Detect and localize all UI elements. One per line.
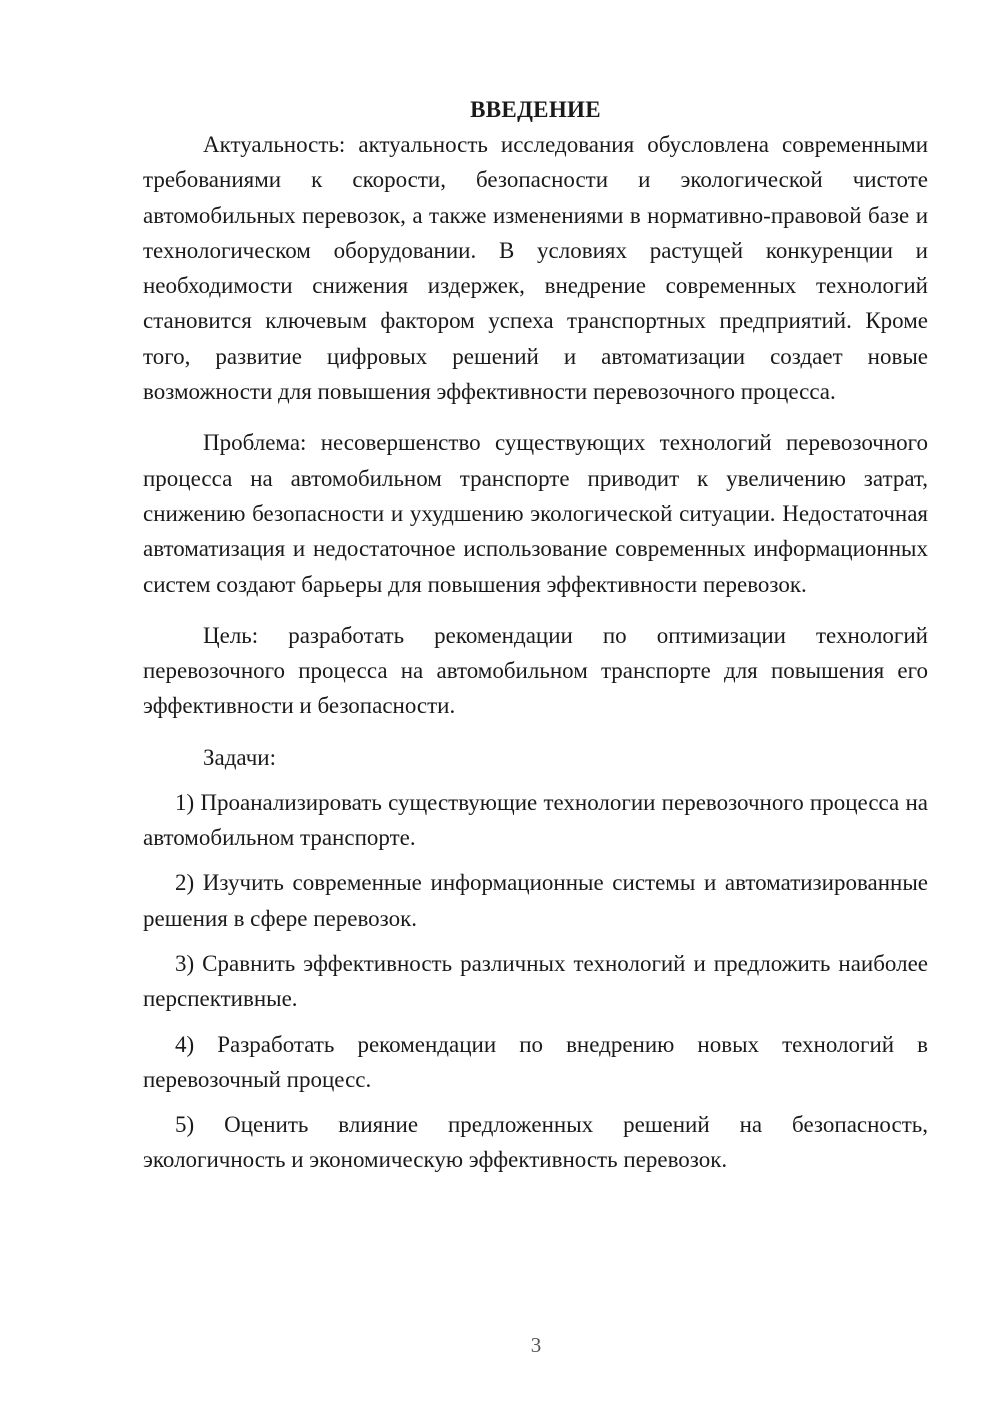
paragraph-relevance: Актуальность: актуальность исследования обусловлена современными требованиями к скорости, безопасности и экологической чистоте автомобильных перевозок, а также изменениями в нормативно-правовой базе и технологическом оборудовании. В условиях растущей конкуренции и необходимости снижения издержек, внедрение современных технологий становится ключевым фактором успеха транспортных предприятий. Кроме того, развитие цифровых решений и автоматизации создает новые возможности для повышения эффективности перевозочного процесса. (143, 132, 928, 405)
task-item: 2) Изучить современные информационные системы и автоматизированные решения в сфере перевозок. (143, 870, 928, 931)
page-number: 3 (530, 1333, 542, 1357)
paragraph-problem: Проблема: несовершенство существующих технологий перевозочного процесса на автомобильном транспорте приводит к увеличению затрат, снижению безопасности и ухудшению экологической ситуации. Недостаточная автоматизация и недостаточное использование современных информационных систем создают барьеры для повышения эффективности перевозок. (143, 430, 928, 597)
paragraph-goal: Цель: разработать рекомендации по оптимизации технологий перевозочного процесса на автомобильном транспорте для повышения его эффективности и безопасности. (143, 622, 928, 719)
task-item: 4) Разработать рекомендации по внедрению новых технологий в перевозочный процесс. (143, 1031, 928, 1092)
tasks-list (143, 785, 928, 1178)
task-item: 1) Проанализировать существующие технологии перевозочного процесса на автомобильном транспорте. (143, 789, 928, 851)
document-page (143, 92, 928, 1188)
task-item: 5) Оценить влияние предложенных решений на безопасность, экологичность и экономическую эффективность перевозок. (143, 1112, 928, 1173)
tasks-heading: Задачи: (203, 744, 276, 770)
task-item: 3) Сравнить эффективность различных технологий и предложить наиболее перспективные. (143, 950, 928, 1012)
page-title: ВВЕДЕНИЕ (470, 97, 601, 122)
